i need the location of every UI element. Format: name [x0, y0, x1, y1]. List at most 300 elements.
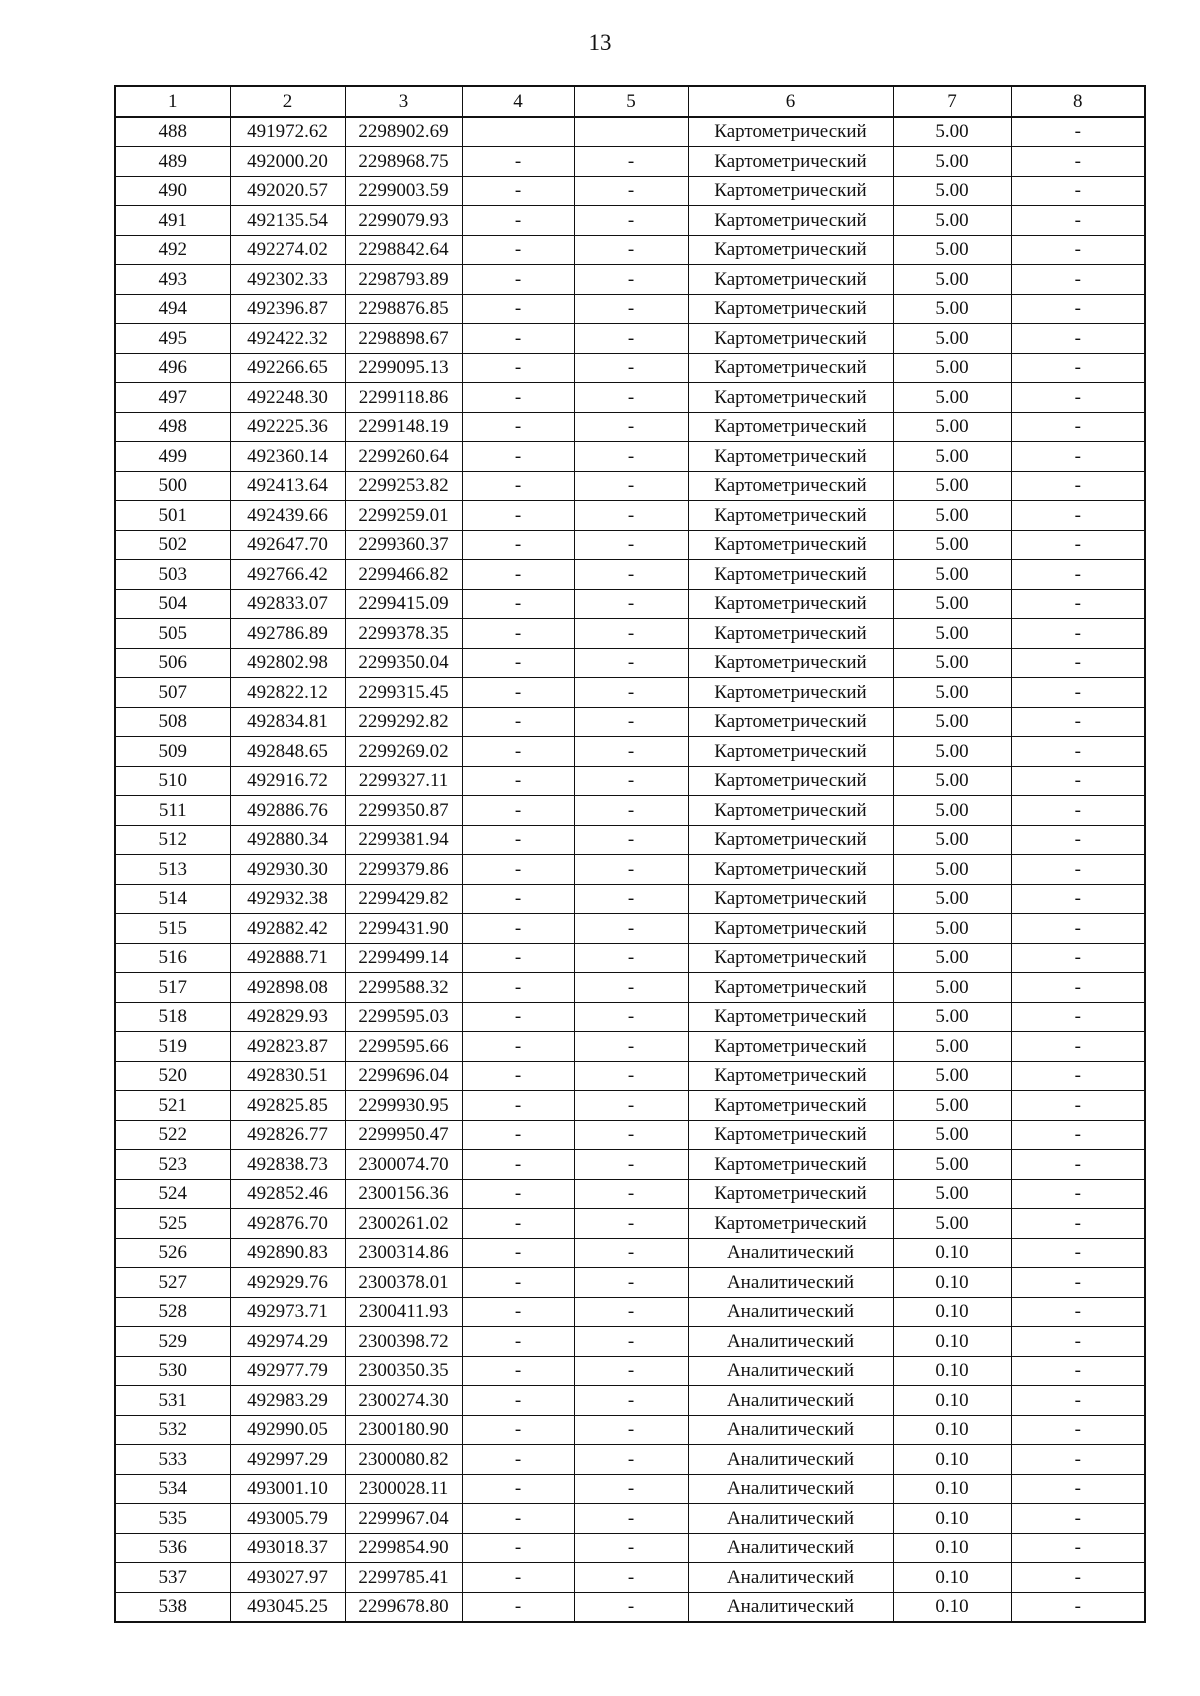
y-coordinate-cell: 2298898.67 [345, 324, 462, 354]
point-number-cell: 520 [115, 1061, 230, 1091]
y-coordinate-cell: 2299431.90 [345, 914, 462, 944]
col-5-value-cell: - [574, 176, 688, 206]
method-cell: Картометрический [688, 1179, 893, 1209]
method-cell: Аналитический [688, 1474, 893, 1504]
accuracy-cell: 5.00 [893, 589, 1011, 619]
col-4-value-cell: - [462, 147, 574, 177]
col-4-value-cell: - [462, 294, 574, 324]
table-row [115, 884, 1145, 914]
x-coordinate-cell: 492823.87 [230, 1032, 345, 1062]
column-header: 3 [345, 86, 462, 117]
x-coordinate-cell: 493027.97 [230, 1563, 345, 1593]
col-5-value-cell: - [574, 1268, 688, 1298]
method-cell: Аналитический [688, 1356, 893, 1386]
point-number-cell: 505 [115, 619, 230, 649]
accuracy-cell: 5.00 [893, 147, 1011, 177]
col-5-value-cell: - [574, 619, 688, 649]
accuracy-cell: 5.00 [893, 825, 1011, 855]
col-5-value-cell: - [574, 147, 688, 177]
point-number-cell: 496 [115, 353, 230, 383]
x-coordinate-cell: 492248.30 [230, 383, 345, 413]
col-8-value-cell: - [1011, 825, 1145, 855]
x-coordinate-cell: 492000.20 [230, 147, 345, 177]
accuracy-cell: 0.10 [893, 1238, 1011, 1268]
col-8-value-cell: - [1011, 530, 1145, 560]
y-coordinate-cell: 2299499.14 [345, 943, 462, 973]
point-number-cell: 491 [115, 206, 230, 236]
method-cell: Картометрический [688, 383, 893, 413]
table-row [115, 1327, 1145, 1357]
accuracy-cell: 5.00 [893, 796, 1011, 826]
col-8-value-cell: - [1011, 383, 1145, 413]
col-4-value-cell: - [462, 1032, 574, 1062]
method-cell: Картометрический [688, 914, 893, 944]
col-4-value-cell: - [462, 737, 574, 767]
method-cell: Картометрический [688, 1150, 893, 1180]
column-header: 2 [230, 86, 345, 117]
table-row [115, 1238, 1145, 1268]
col-5-value-cell: - [574, 766, 688, 796]
y-coordinate-cell: 2299003.59 [345, 176, 462, 206]
method-cell: Картометрический [688, 855, 893, 885]
col-8-value-cell: - [1011, 678, 1145, 708]
col-8-value-cell: - [1011, 1386, 1145, 1416]
col-5-value-cell: - [574, 1592, 688, 1622]
col-4-value-cell: - [462, 914, 574, 944]
y-coordinate-cell: 2300028.11 [345, 1474, 462, 1504]
point-number-cell: 498 [115, 412, 230, 442]
col-4-value-cell: - [462, 1504, 574, 1534]
col-4-value-cell: - [462, 383, 574, 413]
col-8-value-cell: - [1011, 1474, 1145, 1504]
method-cell: Картометрический [688, 294, 893, 324]
method-cell: Картометрический [688, 560, 893, 590]
x-coordinate-cell: 492439.66 [230, 501, 345, 531]
col-8-value-cell: - [1011, 1238, 1145, 1268]
col-8-value-cell: - [1011, 943, 1145, 973]
y-coordinate-cell: 2299967.04 [345, 1504, 462, 1534]
y-coordinate-cell: 2299429.82 [345, 884, 462, 914]
accuracy-cell: 5.00 [893, 206, 1011, 236]
col-4-value-cell: - [462, 1091, 574, 1121]
table-row [115, 1445, 1145, 1475]
accuracy-cell: 5.00 [893, 648, 1011, 678]
accuracy-cell: 0.10 [893, 1415, 1011, 1445]
accuracy-cell: 5.00 [893, 530, 1011, 560]
x-coordinate-cell: 492829.93 [230, 1002, 345, 1032]
table-row [115, 1563, 1145, 1593]
col-4-value-cell [462, 117, 574, 147]
table-row [115, 619, 1145, 649]
accuracy-cell: 0.10 [893, 1297, 1011, 1327]
table-row [115, 383, 1145, 413]
col-4-value-cell: - [462, 1002, 574, 1032]
col-4-value-cell: - [462, 442, 574, 472]
method-cell: Картометрический [688, 176, 893, 206]
x-coordinate-cell: 492766.42 [230, 560, 345, 590]
col-5-value-cell: - [574, 1297, 688, 1327]
col-8-value-cell: - [1011, 324, 1145, 354]
col-5-value-cell: - [574, 825, 688, 855]
col-8-value-cell: - [1011, 235, 1145, 265]
y-coordinate-cell: 2298968.75 [345, 147, 462, 177]
method-cell: Картометрический [688, 648, 893, 678]
table-row [115, 324, 1145, 354]
col-8-value-cell: - [1011, 796, 1145, 826]
table-row [115, 353, 1145, 383]
accuracy-cell: 5.00 [893, 324, 1011, 354]
accuracy-cell: 5.00 [893, 412, 1011, 442]
point-number-cell: 515 [115, 914, 230, 944]
col-8-value-cell: - [1011, 914, 1145, 944]
table-row [115, 294, 1145, 324]
point-number-cell: 523 [115, 1150, 230, 1180]
col-4-value-cell: - [462, 1474, 574, 1504]
col-5-value-cell: - [574, 1091, 688, 1121]
method-cell: Картометрический [688, 235, 893, 265]
x-coordinate-cell: 493005.79 [230, 1504, 345, 1534]
point-number-cell: 531 [115, 1386, 230, 1416]
col-5-value-cell: - [574, 1356, 688, 1386]
col-4-value-cell: - [462, 678, 574, 708]
table-body [115, 117, 1145, 1623]
x-coordinate-cell: 492826.77 [230, 1120, 345, 1150]
point-number-cell: 507 [115, 678, 230, 708]
col-5-value-cell: - [574, 589, 688, 619]
accuracy-cell: 5.00 [893, 1091, 1011, 1121]
y-coordinate-cell: 2299315.45 [345, 678, 462, 708]
accuracy-cell: 5.00 [893, 914, 1011, 944]
x-coordinate-cell: 492890.83 [230, 1238, 345, 1268]
method-cell: Картометрический [688, 589, 893, 619]
table-row [115, 589, 1145, 619]
col-8-value-cell: - [1011, 1061, 1145, 1091]
point-number-cell: 524 [115, 1179, 230, 1209]
col-4-value-cell: - [462, 1268, 574, 1298]
col-4-value-cell: - [462, 1327, 574, 1357]
col-5-value-cell: - [574, 1002, 688, 1032]
table-row [115, 1150, 1145, 1180]
y-coordinate-cell: 2300314.86 [345, 1238, 462, 1268]
col-8-value-cell: - [1011, 1268, 1145, 1298]
column-header: 1 [115, 86, 230, 117]
col-5-value-cell: - [574, 383, 688, 413]
col-5-value-cell: - [574, 412, 688, 442]
x-coordinate-cell: 492930.30 [230, 855, 345, 885]
accuracy-cell: 0.10 [893, 1533, 1011, 1563]
table-row [115, 914, 1145, 944]
col-8-value-cell: - [1011, 1002, 1145, 1032]
accuracy-cell: 5.00 [893, 1179, 1011, 1209]
accuracy-cell: 5.00 [893, 1061, 1011, 1091]
col-5-value-cell: - [574, 1474, 688, 1504]
accuracy-cell: 5.00 [893, 294, 1011, 324]
column-header: 5 [574, 86, 688, 117]
table-row [115, 1002, 1145, 1032]
x-coordinate-cell: 492822.12 [230, 678, 345, 708]
col-4-value-cell: - [462, 176, 574, 206]
col-5-value-cell: - [574, 235, 688, 265]
table-row [115, 442, 1145, 472]
method-cell: Аналитический [688, 1238, 893, 1268]
method-cell: Аналитический [688, 1563, 893, 1593]
method-cell: Картометрический [688, 147, 893, 177]
col-5-value-cell: - [574, 1150, 688, 1180]
col-4-value-cell: - [462, 1120, 574, 1150]
col-4-value-cell: - [462, 825, 574, 855]
header-row [115, 86, 1145, 117]
y-coordinate-cell: 2299095.13 [345, 353, 462, 383]
method-cell: Картометрический [688, 707, 893, 737]
col-8-value-cell: - [1011, 766, 1145, 796]
x-coordinate-cell: 492360.14 [230, 442, 345, 472]
y-coordinate-cell: 2300156.36 [345, 1179, 462, 1209]
accuracy-cell: 5.00 [893, 943, 1011, 973]
y-coordinate-cell: 2299079.93 [345, 206, 462, 236]
col-4-value-cell: - [462, 324, 574, 354]
col-4-value-cell: - [462, 1061, 574, 1091]
accuracy-cell: 5.00 [893, 855, 1011, 885]
col-8-value-cell: - [1011, 353, 1145, 383]
y-coordinate-cell: 2299378.35 [345, 619, 462, 649]
accuracy-cell: 5.00 [893, 1209, 1011, 1239]
col-8-value-cell: - [1011, 1297, 1145, 1327]
col-5-value-cell: - [574, 648, 688, 678]
table-row [115, 471, 1145, 501]
x-coordinate-cell: 493001.10 [230, 1474, 345, 1504]
x-coordinate-cell: 492834.81 [230, 707, 345, 737]
method-cell: Картометрический [688, 825, 893, 855]
y-coordinate-cell: 2300411.93 [345, 1297, 462, 1327]
col-8-value-cell: - [1011, 1120, 1145, 1150]
x-coordinate-cell: 492997.29 [230, 1445, 345, 1475]
col-4-value-cell: - [462, 265, 574, 295]
y-coordinate-cell: 2299292.82 [345, 707, 462, 737]
y-coordinate-cell: 2299379.86 [345, 855, 462, 885]
y-coordinate-cell: 2300350.35 [345, 1356, 462, 1386]
col-8-value-cell: - [1011, 973, 1145, 1003]
method-cell: Картометрический [688, 324, 893, 354]
accuracy-cell: 5.00 [893, 1002, 1011, 1032]
y-coordinate-cell: 2299466.82 [345, 560, 462, 590]
point-number-cell: 504 [115, 589, 230, 619]
x-coordinate-cell: 492833.07 [230, 589, 345, 619]
table-row [115, 648, 1145, 678]
point-number-cell: 506 [115, 648, 230, 678]
col-4-value-cell: - [462, 501, 574, 531]
point-number-cell: 508 [115, 707, 230, 737]
method-cell: Аналитический [688, 1445, 893, 1475]
col-5-value-cell: - [574, 973, 688, 1003]
method-cell: Картометрический [688, 1209, 893, 1239]
col-8-value-cell: - [1011, 1091, 1145, 1121]
point-number-cell: 533 [115, 1445, 230, 1475]
method-cell: Картометрический [688, 1002, 893, 1032]
method-cell: Аналитический [688, 1297, 893, 1327]
y-coordinate-cell: 2299259.01 [345, 501, 462, 531]
x-coordinate-cell: 492990.05 [230, 1415, 345, 1445]
accuracy-cell: 5.00 [893, 471, 1011, 501]
point-number-cell: 519 [115, 1032, 230, 1062]
y-coordinate-cell: 2298902.69 [345, 117, 462, 147]
col-4-value-cell: - [462, 1386, 574, 1416]
col-5-value-cell: - [574, 471, 688, 501]
y-coordinate-cell: 2298876.85 [345, 294, 462, 324]
col-5-value-cell: - [574, 1415, 688, 1445]
col-8-value-cell: - [1011, 855, 1145, 885]
accuracy-cell: 0.10 [893, 1592, 1011, 1622]
method-cell: Картометрический [688, 442, 893, 472]
point-number-cell: 489 [115, 147, 230, 177]
table-row [115, 1474, 1145, 1504]
y-coordinate-cell: 2299696.04 [345, 1061, 462, 1091]
x-coordinate-cell: 493045.25 [230, 1592, 345, 1622]
accuracy-cell: 5.00 [893, 265, 1011, 295]
table-row [115, 235, 1145, 265]
table-row [115, 1120, 1145, 1150]
col-5-value-cell: - [574, 324, 688, 354]
table-row [115, 1356, 1145, 1386]
table-row [115, 855, 1145, 885]
col-5-value-cell: - [574, 1533, 688, 1563]
table-row [115, 1268, 1145, 1298]
x-coordinate-cell: 492266.65 [230, 353, 345, 383]
col-5-value-cell: - [574, 1327, 688, 1357]
table-row [115, 678, 1145, 708]
method-cell: Аналитический [688, 1327, 893, 1357]
col-8-value-cell: - [1011, 294, 1145, 324]
x-coordinate-cell: 492932.38 [230, 884, 345, 914]
y-coordinate-cell: 2299148.19 [345, 412, 462, 442]
point-number-cell: 538 [115, 1592, 230, 1622]
col-4-value-cell: - [462, 796, 574, 826]
page-number: 13 [588, 30, 612, 55]
point-number-cell: 537 [115, 1563, 230, 1593]
table-row [115, 265, 1145, 295]
point-number-cell: 501 [115, 501, 230, 531]
method-cell: Аналитический [688, 1415, 893, 1445]
column-header: 7 [893, 86, 1011, 117]
y-coordinate-cell: 2299678.80 [345, 1592, 462, 1622]
col-5-value-cell: - [574, 1504, 688, 1534]
col-4-value-cell: - [462, 1179, 574, 1209]
accuracy-cell: 0.10 [893, 1563, 1011, 1593]
table-row [115, 117, 1145, 147]
point-number-cell: 503 [115, 560, 230, 590]
point-number-cell: 535 [115, 1504, 230, 1534]
col-8-value-cell: - [1011, 1032, 1145, 1062]
col-5-value-cell: - [574, 1386, 688, 1416]
method-cell: Картометрический [688, 412, 893, 442]
col-8-value-cell: - [1011, 1209, 1145, 1239]
col-8-value-cell: - [1011, 707, 1145, 737]
col-5-value-cell: - [574, 1445, 688, 1475]
col-4-value-cell: - [462, 855, 574, 885]
col-4-value-cell: - [462, 884, 574, 914]
col-4-value-cell: - [462, 1592, 574, 1622]
column-header: 8 [1011, 86, 1145, 117]
x-coordinate-cell: 492882.42 [230, 914, 345, 944]
table-row [115, 1297, 1145, 1327]
table-row [115, 707, 1145, 737]
col-5-value-cell: - [574, 678, 688, 708]
table-row [115, 176, 1145, 206]
accuracy-cell: 0.10 [893, 1356, 1011, 1386]
col-4-value-cell: - [462, 648, 574, 678]
table-row [115, 560, 1145, 590]
x-coordinate-cell: 492898.08 [230, 973, 345, 1003]
col-8-value-cell: - [1011, 471, 1145, 501]
x-coordinate-cell: 492876.70 [230, 1209, 345, 1239]
col-4-value-cell: - [462, 1445, 574, 1475]
col-5-value-cell: - [574, 1061, 688, 1091]
accuracy-cell: 5.00 [893, 235, 1011, 265]
y-coordinate-cell: 2299595.66 [345, 1032, 462, 1062]
point-number-cell: 536 [115, 1533, 230, 1563]
accuracy-cell: 5.00 [893, 383, 1011, 413]
table-row [115, 501, 1145, 531]
table-row [115, 147, 1145, 177]
point-number-cell: 529 [115, 1327, 230, 1357]
point-number-cell: 527 [115, 1268, 230, 1298]
accuracy-cell: 5.00 [893, 737, 1011, 767]
x-coordinate-cell: 492413.64 [230, 471, 345, 501]
table-row [115, 1386, 1145, 1416]
method-cell: Картометрический [688, 737, 893, 767]
point-number-cell: 517 [115, 973, 230, 1003]
col-5-value-cell [574, 117, 688, 147]
point-number-cell: 497 [115, 383, 230, 413]
col-8-value-cell: - [1011, 442, 1145, 472]
col-4-value-cell: - [462, 560, 574, 590]
method-cell: Картометрический [688, 678, 893, 708]
y-coordinate-cell: 2298793.89 [345, 265, 462, 295]
method-cell: Аналитический [688, 1504, 893, 1534]
col-5-value-cell: - [574, 501, 688, 531]
method-cell: Картометрический [688, 796, 893, 826]
table-row [115, 1209, 1145, 1239]
table-row [115, 530, 1145, 560]
y-coordinate-cell: 2299253.82 [345, 471, 462, 501]
point-number-cell: 511 [115, 796, 230, 826]
point-number-cell: 530 [115, 1356, 230, 1386]
col-5-value-cell: - [574, 707, 688, 737]
y-coordinate-cell: 2299260.64 [345, 442, 462, 472]
col-8-value-cell: - [1011, 412, 1145, 442]
accuracy-cell: 5.00 [893, 1120, 1011, 1150]
method-cell: Картометрический [688, 117, 893, 147]
point-number-cell: 518 [115, 1002, 230, 1032]
coordinates-table [114, 85, 1146, 1623]
column-header: 4 [462, 86, 574, 117]
y-coordinate-cell: 2299381.94 [345, 825, 462, 855]
point-number-cell: 510 [115, 766, 230, 796]
col-4-value-cell: - [462, 530, 574, 560]
point-number-cell: 488 [115, 117, 230, 147]
table-row [115, 737, 1145, 767]
method-cell: Картометрический [688, 884, 893, 914]
table-row [115, 1061, 1145, 1091]
y-coordinate-cell: 2299588.32 [345, 973, 462, 1003]
x-coordinate-cell: 492880.34 [230, 825, 345, 855]
col-5-value-cell: - [574, 294, 688, 324]
accuracy-cell: 5.00 [893, 884, 1011, 914]
point-number-cell: 509 [115, 737, 230, 767]
table-row [115, 1504, 1145, 1534]
col-8-value-cell: - [1011, 1150, 1145, 1180]
col-5-value-cell: - [574, 884, 688, 914]
x-coordinate-cell: 492977.79 [230, 1356, 345, 1386]
